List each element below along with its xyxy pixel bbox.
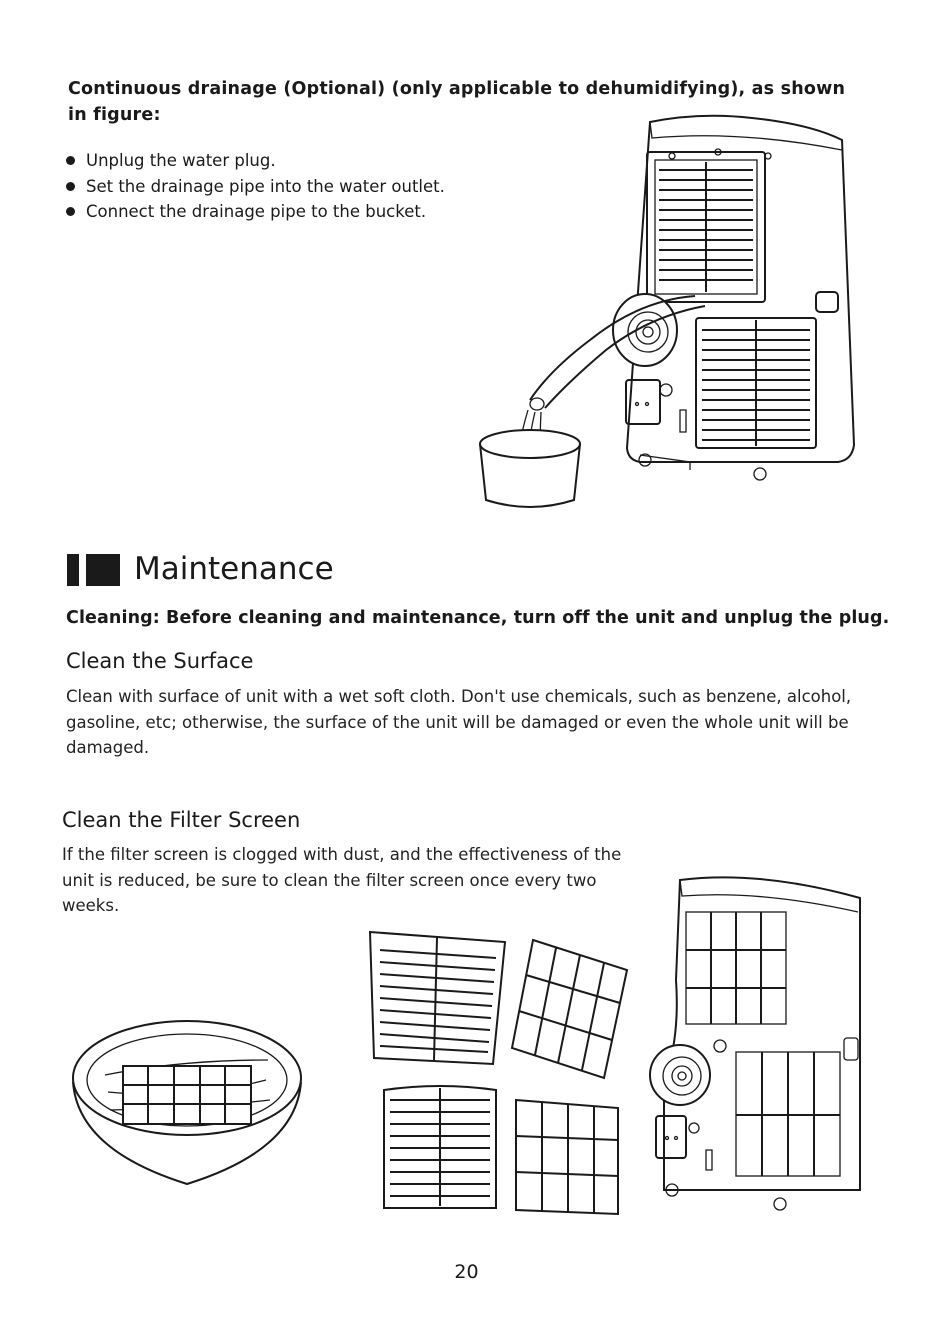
section-title: Maintenance <box>134 551 334 587</box>
clean-filter-text: If the filter screen is clogged with dust, and the effectiveness of the unit is reduced, be sure to clean the filter screen once every two weeks. <box>62 845 622 915</box>
page-number: 20 <box>454 1261 479 1283</box>
clean-surface-title: Clean the Surface <box>66 649 254 673</box>
clean-surface-text: Clean with surface of unit with a wet soft cloth. Don't use chemicals, such as benzene, alcohol, gasoline, etc; otherwise, the surface of the unit will be damaged or even the whole unit will be damaged. <box>66 687 852 757</box>
step-text: Set the drainage pipe into the water outlet. <box>86 176 445 196</box>
drainage-heading: Continuous drainage (Optional) (only applicable to dehumidifying), as shown in figure: <box>68 79 846 125</box>
step-text: Connect the drainage pipe to the bucket. <box>86 202 427 221</box>
cleaning-caution: Cleaning: Before cleaning and maintenance, turn off the unit and unplug the plug. <box>66 608 890 628</box>
step-text: Unplug the water plug. <box>86 151 276 170</box>
clean-filter-title: Clean the Filter Screen <box>62 808 301 832</box>
